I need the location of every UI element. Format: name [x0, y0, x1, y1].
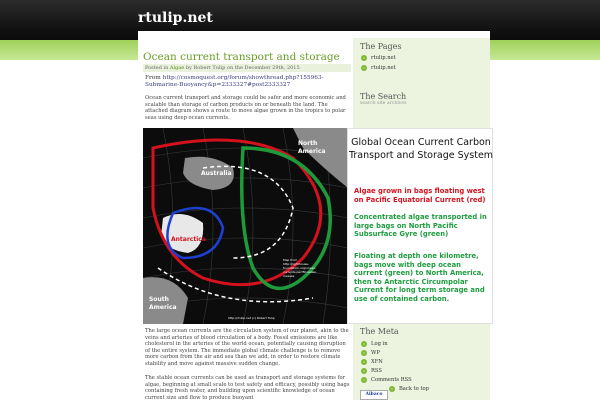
legend-green-text-1: Concentrated algae transported in large bags on North Pacific Subsurface Gyre (green): [354, 213, 487, 239]
from-label: From: [145, 75, 163, 81]
bullet-icon: »: [390, 386, 394, 391]
map-copyright: http://rtulip.net (c) Robert Tulip: [228, 316, 275, 320]
diagram-legend: [347, 128, 493, 324]
ocean-current-diagram: [143, 128, 493, 324]
map-label-south: South: [149, 296, 169, 303]
bullet-icon: »: [362, 350, 366, 355]
ocean-map-graphic: [143, 128, 348, 324]
north-america-landmass: [293, 128, 348, 188]
meta-link[interactable]: [361, 368, 382, 374]
meta-link-label: Log in: [371, 341, 388, 347]
source-line: [145, 75, 351, 89]
meta-by: by: [184, 65, 194, 71]
meta-link[interactable]: [361, 341, 388, 347]
meta-link-label: Comments RSS: [371, 377, 412, 383]
search-subtitle: search site archives: [360, 101, 407, 106]
map-credit: Map from http://lighthouse-foundation.org/ocean-currents-pacific-water-masses: [283, 258, 317, 278]
post-paragraph-2: The large ocean currents are the circulation system of our planet, akin to the veins and arteries of blood circulation of a body. Fossil emissions are like cholesterol in the arteries of the world ocean, potentially causing disruption of the entire system. The immediate global climate challenge is to remove more carbon from the air and sea than we add, in order to restore climate stability and move against massive sudden change.: [145, 328, 349, 367]
post-title[interactable]: Ocean current transport and storage: [143, 51, 340, 63]
legend-green-text-2: Floating at depth one kilometre, bags move with deep ocean current (green) to North America, then to Antarctic Circumpolar Current for long term storage and use of contained carbon.: [354, 252, 485, 303]
map-label-america: America: [298, 148, 326, 155]
meta-date: on the December 29th, 2015: [225, 65, 300, 71]
legend-title: Global Ocean Current Carbon Transport and Storage System: [348, 137, 494, 161]
meta-link[interactable]: [361, 377, 412, 383]
source-link[interactable]: http://cosmoquest.org/forum/showthread.php?155963-Submarine-Buoyancy&p=2333327#post2333327: [145, 75, 324, 88]
page-link[interactable]: [361, 65, 396, 71]
meta-link-label: XFN: [371, 359, 383, 365]
page-link-label: rtulip.net: [371, 65, 396, 71]
meta-link-label: WP: [371, 350, 380, 356]
meta-heading: The Meta: [360, 327, 399, 336]
post-paragraph-1: Ocean current transport and storage could be safer and more economic and scalable than storage of carbon products on or beneath the land. The attached diagram shows a route to move algae grown in the tropics to polar seas using deep ocean currents.: [145, 95, 346, 121]
search-heading: The Search: [360, 92, 407, 101]
post-meta: [143, 64, 351, 72]
site-title[interactable]: rtulip.net: [138, 10, 213, 26]
bullet-icon: »: [362, 55, 366, 60]
bullet-icon: »: [362, 65, 366, 70]
bullet-icon: »: [362, 368, 366, 373]
page-link-label: rtulip.net: [371, 55, 396, 61]
back-to-top-link[interactable]: [389, 386, 429, 392]
aibaco-badge[interactable]: Aibaco: [360, 390, 388, 400]
meta-link[interactable]: [361, 350, 380, 356]
bullet-icon: »: [362, 341, 366, 346]
bullet-icon: »: [362, 359, 366, 364]
legend-red-text: Algae grown in bags floating west on Pacific Equatorial Current (red): [354, 187, 486, 204]
ocean-map: [143, 128, 348, 324]
post-paragraph-3: The stable ocean currents can be used as transport and storage systems for algae, beginning at small scale to test safety and efficacy, possibly using bags containing fresh water, and building upon scientific knowledge of ocean current size and flow to produce buoyant: [145, 375, 350, 400]
map-label-antarctica: Antarctica: [171, 236, 206, 243]
map-label-america-2: America: [149, 304, 177, 311]
pages-heading: The Pages: [360, 42, 402, 51]
meta-link[interactable]: [361, 359, 383, 365]
page-link[interactable]: [361, 55, 396, 61]
meta-prefix: Posted in: [145, 65, 170, 71]
map-label-north: North: [298, 140, 318, 147]
back-to-top-label: Back to top: [399, 386, 429, 392]
category-link[interactable]: Algae: [169, 65, 185, 71]
map-label-australia: Australia: [201, 170, 232, 177]
author-name: Robert Tulip: [193, 65, 226, 71]
meta-link-label: RSS: [371, 368, 382, 374]
bullet-icon: »: [362, 377, 366, 382]
